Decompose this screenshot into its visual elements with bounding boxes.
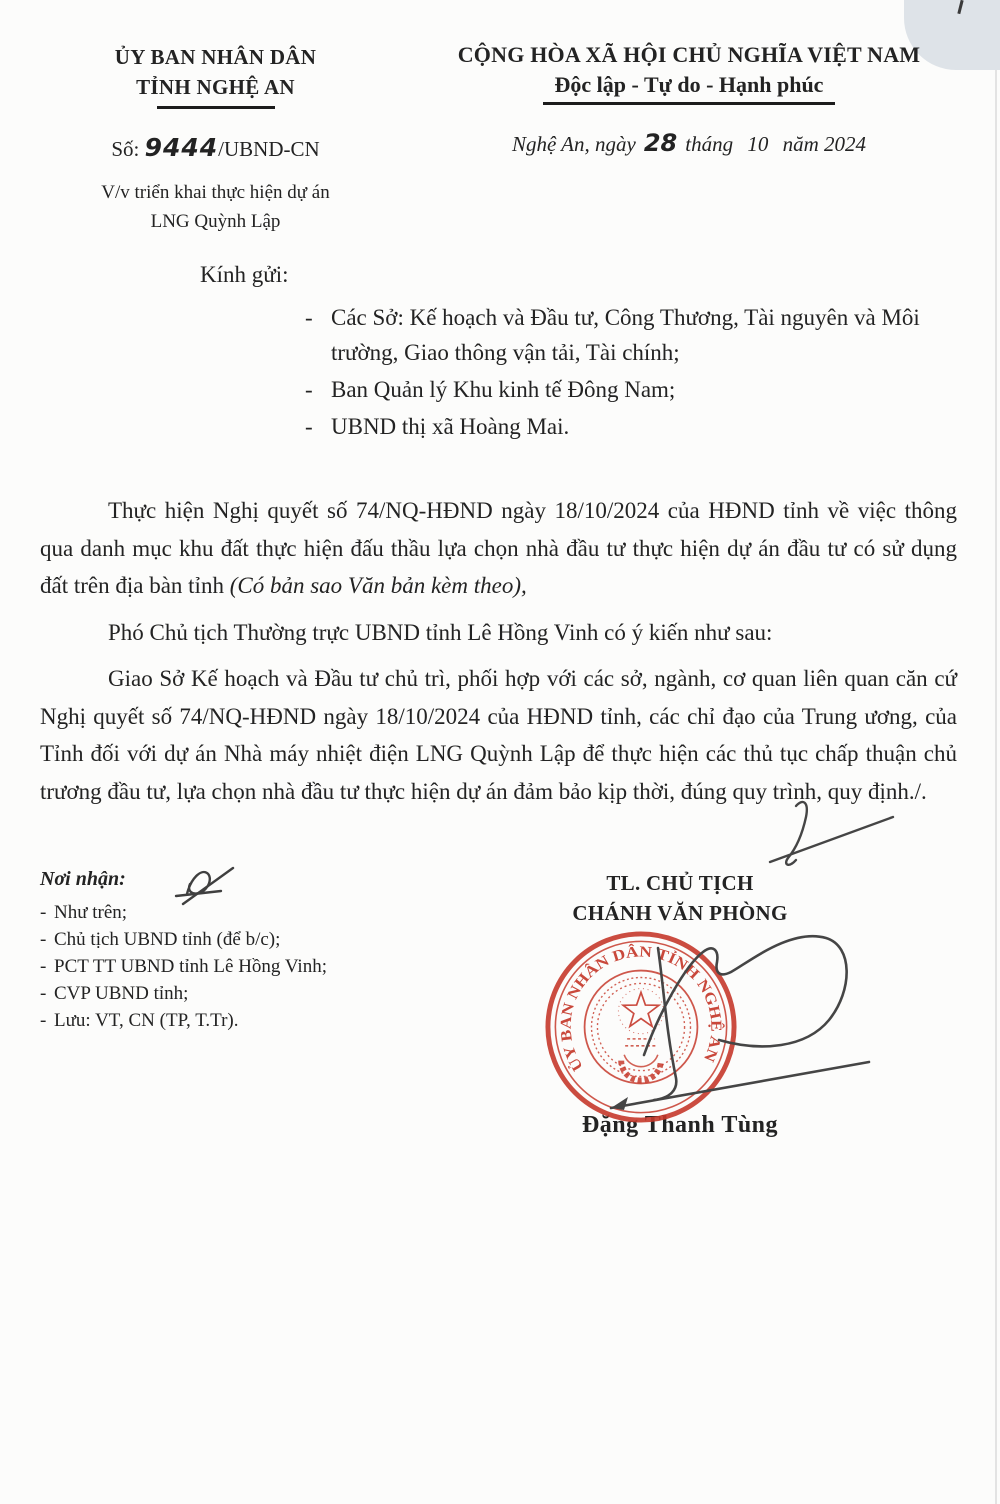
issuer-name-line2: TỈNH NGHỆ AN [136, 75, 295, 99]
recipient-text: Các Sở: Kế hoạch và Đầu tư, Công Thương, Tài nguyên và Môi trường, Giao thông vận tải, Tài chính; [331, 305, 920, 365]
distribution-list [40, 899, 470, 1034]
signer-title-line1: TL. CHỦ TỊCH [606, 871, 754, 895]
list-item [305, 372, 930, 407]
scan-edge-line [995, 0, 997, 1504]
dateline [415, 129, 963, 157]
paragraph-2: Phó Chủ tịch Thường trực UBND tỉnh Lê Hồng Vinh có ý kiến như sau: [108, 619, 773, 645]
dateline-month: 10 [747, 131, 769, 156]
national-motto: Độc lập - Tự do - Hạnh phúc [554, 72, 824, 97]
distribution-text: PCT TT UBND tỉnh Lê Hồng Vinh; [54, 956, 327, 977]
signer-title-line2: CHÁNH VĂN PHÒNG [572, 901, 788, 925]
dateline-thang: tháng [685, 131, 734, 156]
national-header-block [415, 42, 963, 157]
list-bullet: - [305, 377, 313, 402]
handwritten-checkmark [173, 860, 245, 910]
handwritten-signature [540, 918, 910, 1128]
list-item [40, 953, 470, 980]
recipients-section [200, 262, 940, 446]
list-item [40, 980, 470, 1007]
dateline-place: Nghệ An, ngày [511, 131, 636, 156]
list-bullet: - [40, 929, 47, 950]
motto-underline [543, 102, 835, 105]
list-item [305, 409, 930, 444]
recipients-label: Kính gửi: [200, 262, 289, 287]
recipient-text: UBND thị xã Hoàng Mai. [331, 414, 570, 439]
paragraph-3: Giao Sở Kế hoạch và Đầu tư chủ trì, phối hợp với các sở, ngành, cơ quan liên quan căn cứ Nghị quyết số 74/NQ-HĐND ngày 18/10/2024 của HĐND tỉnh, các chỉ đạo của Trung ương, của Tỉnh đối với dự án Nhà máy nhiệt điện LNG Quỳnh Lập để thực hiện các thủ tục chấp thuận chủ trương đầu tư, lựa chọn nhà đầu tư thực hiện dự án đảm bảo kịp thời, đúng quy trình, quy định./. [40, 666, 957, 804]
document-number-label: Số: [111, 136, 140, 161]
national-title: CỘNG HÒA XÃ HỘI CHỦ NGHĨA VIỆT NAM [457, 42, 921, 67]
document-number-suffix: /UBND-CN [218, 136, 320, 161]
document-number-handwritten: 9444 [144, 132, 219, 162]
distribution-block [40, 868, 470, 1034]
paragraph-1 [40, 492, 957, 605]
list-bullet: - [305, 305, 313, 330]
document-subject [28, 178, 403, 236]
issuer-name-line1: ỦY BAN NHÂN DÂN [114, 45, 317, 69]
paragraph-1-main: Thực hiện Nghị quyết số 74/NQ-HĐND ngày 18/10/2024 của HĐND tỉnh về việc thông qua danh mục khu đất thực hiện đấu thầu lựa chọn nhà đầu tư thực hiện dự án đầu tư có sử dụng đất trên địa bàn tỉnh [40, 498, 957, 598]
dateline-year: 2024 [824, 131, 867, 156]
list-item [40, 1007, 470, 1034]
list-bullet: - [40, 956, 47, 977]
issuer-underline [157, 106, 275, 109]
subject-line1: V/v triển khai thực hiện dự án [101, 181, 330, 203]
recipients-list [305, 300, 930, 444]
subject-line2: LNG Quỳnh Lập [150, 210, 281, 232]
list-bullet: - [40, 902, 47, 923]
list-bullet: - [40, 1010, 47, 1031]
handwritten-initial [750, 790, 900, 872]
issuing-authority-block [28, 42, 403, 236]
signer-name: Đặng Thanh Tùng [581, 1112, 779, 1138]
distribution-text: Chủ tịch UBND tỉnh (để b/c); [54, 929, 281, 950]
dateline-nam: năm [782, 131, 819, 156]
document-body [40, 492, 957, 810]
distribution-text: Như trên; [54, 902, 128, 923]
dateline-day-handwritten: 28 [643, 128, 678, 157]
distribution-text: CVP UBND tỉnh; [54, 983, 189, 1004]
distribution-text: Lưu: VT, CN (TP, T.Tr). [54, 1010, 239, 1031]
document-number [28, 133, 403, 162]
list-bullet: - [305, 414, 313, 439]
list-item [40, 926, 470, 953]
recipient-text: Ban Quản lý Khu kinh tế Đông Nam; [331, 377, 676, 402]
list-item [40, 899, 470, 926]
paragraph-1-note: (Có bản sao Văn bản kèm theo), [229, 573, 527, 598]
seal-text: ỦY BAN NHÂN DÂN TỈNH NGHỆ AN [557, 943, 725, 1075]
distribution-label: Nơi nhận: [40, 868, 126, 890]
list-bullet: - [40, 983, 47, 1004]
list-item [305, 300, 930, 370]
